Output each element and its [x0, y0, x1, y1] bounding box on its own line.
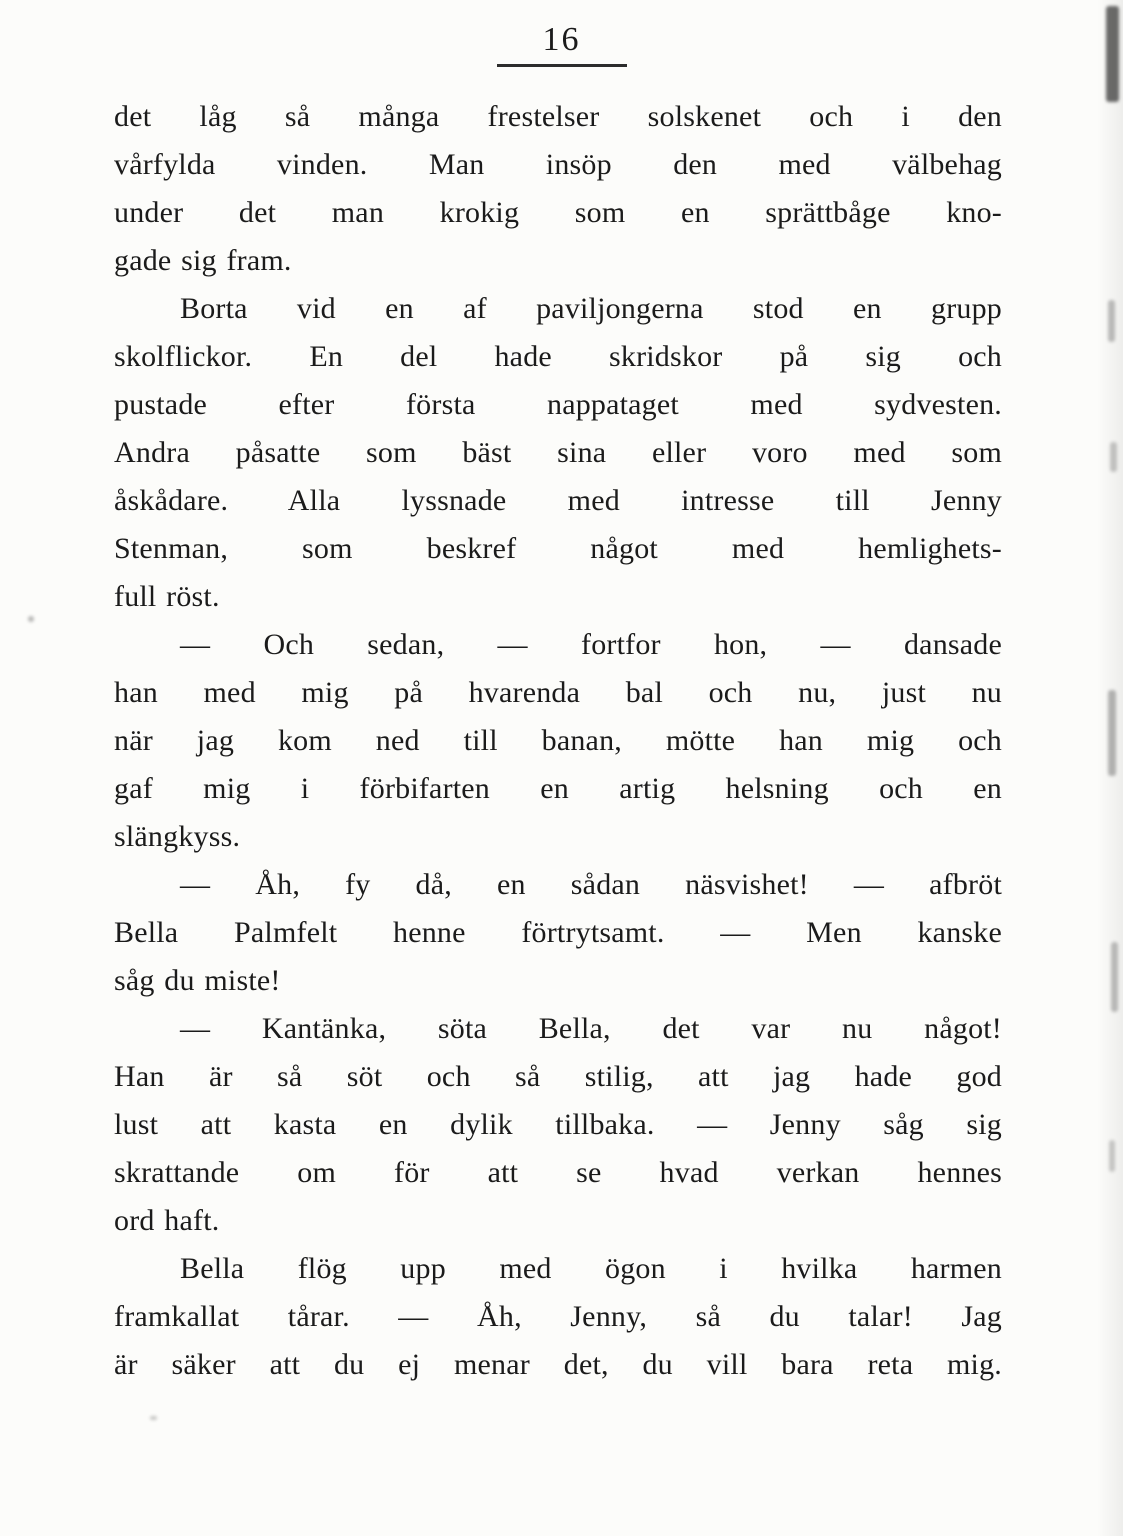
paragraph [114, 285, 1002, 621]
text-line: lust att kasta en dylik tillbaka. — Jenny såg sig [114, 1108, 1002, 1141]
scan-artifact [1110, 442, 1117, 472]
text-block [114, 93, 1002, 1389]
text-line: Borta vid en af paviljongerna stod en grupp [180, 292, 1002, 325]
text-line: Andra påsatte som bäst sina eller voro med som [114, 436, 1002, 469]
paragraph [114, 861, 1002, 1005]
text-line: — Kantänka, söta Bella, det var nu något! [180, 1012, 1002, 1045]
text-line: Han är så söt och så stilig, att jag hade god [114, 1060, 1002, 1093]
text-line: full röst. [114, 580, 220, 613]
scan-artifact [1111, 942, 1118, 1012]
text-line: det låg så många frestelser solskenet och i den [114, 100, 1002, 133]
paragraph [114, 621, 1002, 861]
scan-artifact [1108, 690, 1116, 776]
page-number: 16 [497, 20, 627, 67]
text-line: slängkyss. [114, 820, 241, 853]
text-line: pustade efter första nappataget med sydvesten. [114, 388, 1002, 421]
text-line: åskådare. Alla lyssnade med intresse till Jenny [114, 484, 1002, 517]
paragraph [114, 93, 1002, 285]
text-line: Bella flög upp med ögon i hvilka harmen [180, 1252, 1002, 1285]
scan-artifact [1108, 300, 1115, 342]
text-line: är säker att du ej menar det, du vill bara reta mig. [114, 1348, 1002, 1381]
text-line: — Åh, fy då, en sådan näsvishet! — afbröt [180, 868, 1002, 901]
text-line: han med mig på hvarenda bal och nu, just nu [114, 676, 1002, 709]
scan-artifact [150, 1416, 157, 1420]
page-header [0, 0, 1123, 67]
paragraph [114, 1005, 1002, 1245]
paragraph [114, 1245, 1002, 1389]
text-line: gaf mig i förbifarten en artig helsning och en [114, 772, 1002, 805]
text-line: gade sig fram. [114, 244, 292, 277]
scan-artifact [1109, 1140, 1115, 1172]
text-line: såg du miste! [114, 964, 281, 997]
text-line: skrattande om för att se hvad verkan hennes [114, 1156, 1002, 1189]
text-line: Bella Palmfelt henne förtrytsamt. — Men kanske [114, 916, 1002, 949]
text-line: ord haft. [114, 1204, 220, 1237]
text-line: skolflickor. En del hade skridskor på sig och [114, 340, 1002, 373]
scan-artifact [28, 616, 34, 622]
text-line: vårfylda vinden. Man insöp den med välbehag [114, 148, 1002, 181]
text-line: — Och sedan, — fortfor hon, — dansade [180, 628, 1002, 661]
text-line: under det man krokig som en sprättbåge kno- [114, 196, 1002, 229]
text-line: framkallat tårar. — Åh, Jenny, så du talar! Jag [114, 1300, 1002, 1333]
text-line: när jag kom ned till banan, mötte han mig och [114, 724, 1002, 757]
text-line: Stenman, som beskref något med hemlighets- [114, 532, 1002, 565]
